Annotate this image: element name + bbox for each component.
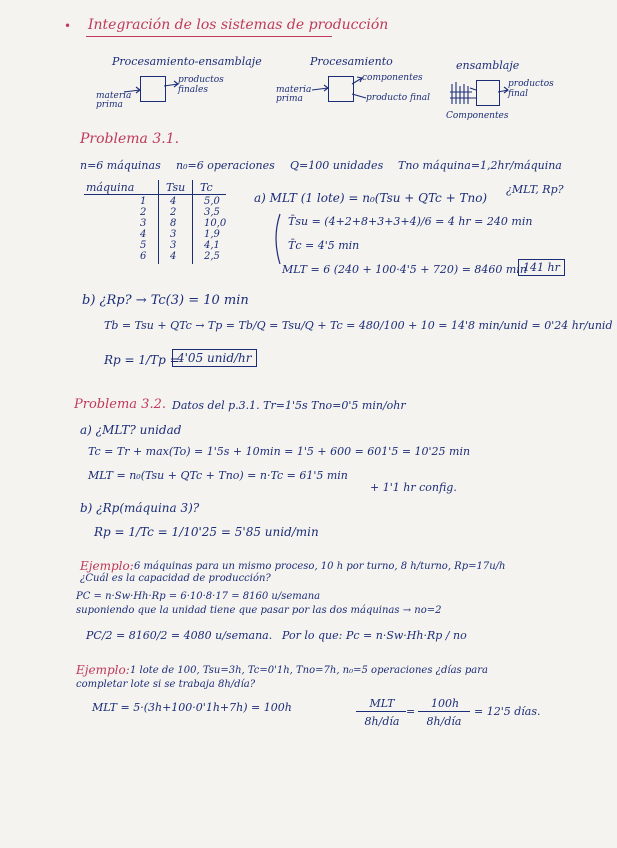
p32-b-rp: Rp = 1/Tc = 1/10'25 = 5'85 unid/min	[94, 525, 319, 539]
example1-therefore: Por lo que:	[282, 629, 343, 642]
p31-a-mlt: MLT = 6 (240 + 100·4'5 + 720) = 8460 min	[282, 263, 527, 276]
p31-a-tc: T̄c = 4'5 min	[288, 239, 360, 252]
notebook-page: Integración de los sistemas de producción • Procesamiento-ensamblaje materia prima productos finales Procesamiento materia prima componentes producto final ensamblaje Componentes productos final Problema 3.1. n=6 máquinas n₀=6 operaciones Q=100 unidades Tno máquina=1,2hr/máquina ¿MLT, Rp? máquina Tsu Tc 1 4 5,0 2 2 3,5 3 8 10,0 4 3 1,9 5 3 4,1 6 4 2,5 a) MLT (1 lote) = n₀(Tsu + QTc + Tno) T̄su = (4+2+8+3+3+4)/6 = 4 hr = 240 min T̄c = 4'5 min MLT = 6 (240 + 100·4'5 + 720) = 8460 min 141 hr b) ¿Rp? → Tc(3) = 10 min Tb = Tsu + QTc → Tp = Tb/Q = Tsu/Q + Tc = 480/100 + 10 = 14'8 min/unid = 0'24 hr/unid Rp = 1/Tp = 4'05 unid/hr Problema 3.2. Datos del p.3.1. Tr=1'5s Tno=0'5 min/ohr a) ¿MLT? unidad Tc = Tr + max(To) = 1'5s + 10min = 1'5 + 600 = 601'5 = 10'25 min MLT = n₀(Tsu + QTc + Tno) = n·Tc = 61'5 min + 1'1 hr config. b) ¿Rp(máquina 3)? Rp = 1/Tc = 1/10'25 = 5'85 unid/min Ejemplo: 6 máquinas para un mismo proceso, 10 h por turno, 8 h/turno, Rp=17u/h ¿Cuál es la capacidad de producción? PC = n·Sw·Hh·Rp = 6·10·8·17 = 8160 u/semana suponiendo que la unidad tiene que pasar por las dos máquinas → no=2 PC/2 = 8160/2 = 4080 u/semana. Por lo que: Pc = n·Sw·Hh·Rp / no Ejemplo: 1 lote de 100, Tsu=3h, Tc=0'1h, Tno=7h, n₀=5 operaciones ¿días para completar lote si se trabaja 8h/día? MLT = 5·(3h+100·0'1h+7h) = 100h MLT 8h/día = 100h 8h/día = 12'5 días.	[0, 0, 617, 848]
example2-equals: =	[406, 705, 416, 718]
diagram2-output-components: componentes	[362, 73, 423, 83]
problem31-question: ¿MLT, Rp?	[506, 183, 564, 196]
diagram1-input: materia prima	[96, 91, 132, 111]
p31-b-rp: Rp = 1/Tp =	[104, 353, 180, 367]
diagram2-output-final: producto final	[366, 93, 431, 103]
example2-frac-den: 8h/día	[364, 715, 400, 728]
diagram2-title: Procesamiento	[310, 55, 393, 68]
example2-text1: 1 lote de 100, Tsu=3h, Tc=0'1h, Tno=7h, n₀=5 operaciones ¿días para	[130, 665, 488, 676]
example2-frac2-den: 8h/día	[426, 715, 462, 728]
example2-result: = 12'5 días.	[474, 705, 541, 718]
diagram1-title: Procesamiento-ensamblaje	[112, 55, 262, 68]
p31-b-tp: Tb = Tsu + QTc → Tp = Tb/Q = Tsu/Q + Tc = 480/100 + 10 = 14'8 min/unid = 0'24 hr/unid	[104, 319, 613, 332]
problem31-operations: n₀=6 operaciones	[176, 159, 275, 172]
table-header-tc: Tc	[200, 181, 213, 194]
p32-b-label: b) ¿Rp(máquina 3)?	[80, 501, 200, 515]
diagram3-output: productos final	[508, 79, 554, 99]
p31-b-question: b) ¿Rp? → Tc(3) = 10 min	[82, 293, 249, 308]
problem31-quantity: Q=100 unidades	[290, 159, 384, 172]
example2-frac2-bar	[418, 711, 470, 712]
page-title: Integración de los sistemas de producción	[88, 17, 389, 33]
p31-a-formula: a) MLT (1 lote) = n₀(Tsu + QTc + Tno)	[254, 191, 488, 205]
table-header-machine: máquina	[86, 181, 135, 194]
example2-frac2-num: 100h	[430, 697, 460, 710]
problem31-machines: n=6 máquinas	[80, 159, 161, 172]
bullet-dot: •	[64, 19, 72, 33]
p32-a-tc: Tc = Tr + max(To) = 1'5s + 10min = 1'5 + 600 = 601'5 = 10'25 min	[88, 445, 471, 458]
example1-formula: Pc = n·Sw·Hh·Rp / no	[346, 629, 467, 642]
p32-a-mlt: MLT = n₀(Tsu + QTc + Tno) = n·Tc = 61'5 min	[88, 469, 348, 482]
p31-a-tsu: T̄su = (4+2+8+3+3+4)/6 = 4 hr = 240 min	[288, 215, 533, 228]
p32-a-config: + 1'1 hr config.	[370, 481, 457, 494]
diagram3-input: Componentes	[446, 111, 509, 121]
example2-label: Ejemplo:	[76, 663, 130, 677]
p31-b-result: 4'05 unid/hr	[172, 349, 257, 367]
p31-a-result: 141 hr	[518, 259, 565, 276]
example1-text2: ¿Cuál es la capacidad de producción?	[80, 573, 271, 584]
problem31-heading: Problema 3.1.	[80, 131, 180, 147]
diagram2-input: materia prima	[276, 85, 312, 105]
example2-frac-num: MLT	[369, 697, 395, 710]
table-header-tsu: Tsu	[166, 181, 186, 194]
example1-text1: 6 máquinas para un mismo proceso, 10 h por turno, 8 h/turno, Rp=17u/h	[134, 561, 506, 572]
example1-pc-half: PC/2 = 8160/2 = 4080 u/semana.	[86, 629, 273, 642]
example2-frac-bar	[356, 711, 406, 712]
problem31-tno: Tno máquina=1,2hr/máquina	[398, 159, 562, 172]
example2-mlt: MLT = 5·(3h+100·0'1h+7h) = 100h	[92, 701, 292, 714]
problem32-data: Datos del p.3.1. Tr=1'5s Tno=0'5 min/ohr	[172, 399, 406, 412]
example2-text2: completar lote si se trabaja 8h/día?	[76, 679, 256, 690]
example1-label: Ejemplo:	[80, 559, 134, 573]
p32-a-label: a) ¿MLT? unidad	[80, 423, 182, 437]
example1-assumption: suponiendo que la unidad tiene que pasar por las dos máquinas → no=2	[76, 605, 442, 616]
example1-pc: PC = n·Sw·Hh·Rp = 6·10·8·17 = 8160 u/semana	[76, 591, 321, 602]
problem32-heading: Problema 3.2.	[74, 397, 166, 412]
diagram1-output: productos finales	[178, 75, 224, 95]
diagram3-title: ensamblaje	[456, 59, 520, 72]
